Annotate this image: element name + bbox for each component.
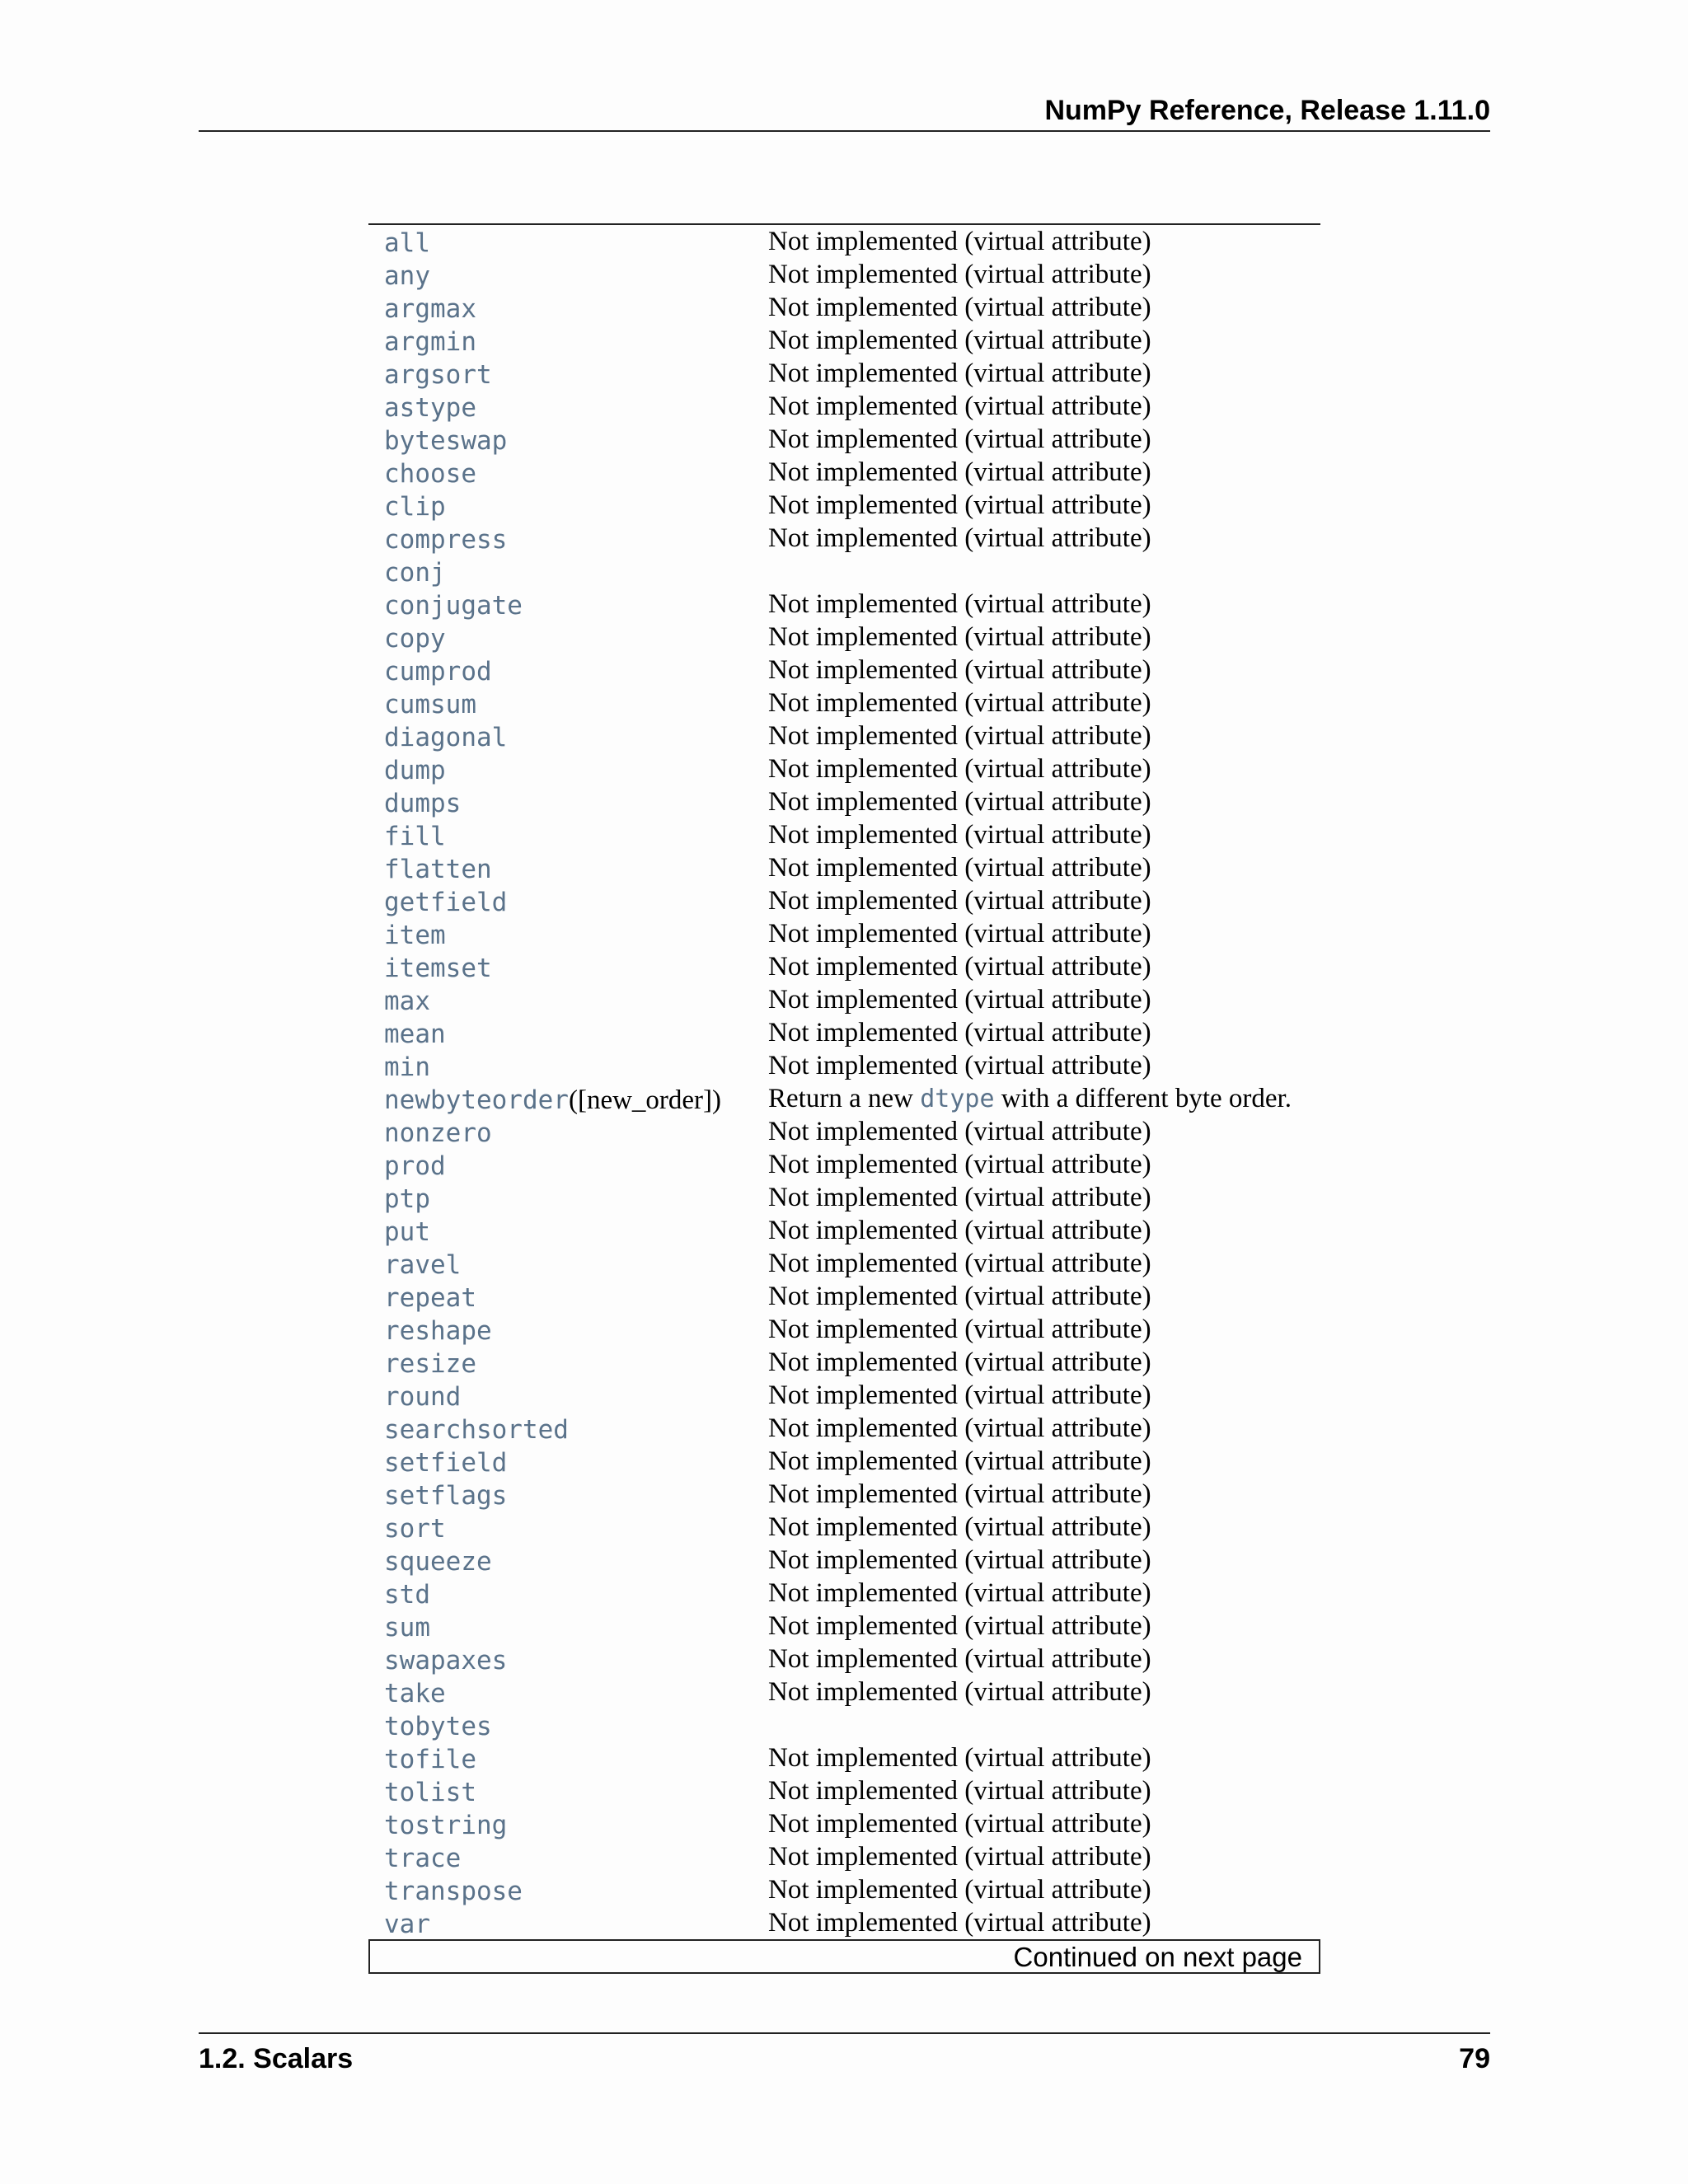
table-row xyxy=(368,1115,1320,1148)
method-name[interactable]: swapaxes xyxy=(384,1646,508,1675)
table-row xyxy=(368,785,1320,818)
method-name-link[interactable] xyxy=(384,1547,492,1577)
method-name[interactable]: itemset xyxy=(384,954,492,983)
table-row xyxy=(368,1610,1320,1643)
method-name-link[interactable] xyxy=(384,1349,476,1379)
table-row xyxy=(368,752,1320,785)
table-row xyxy=(368,1280,1320,1313)
method-description: Not implemented (virtual attribute) xyxy=(768,1908,1151,1938)
table-row xyxy=(368,1214,1320,1247)
method-name-link[interactable] xyxy=(384,624,446,654)
method-name-link[interactable] xyxy=(384,789,461,818)
method-name[interactable]: squeeze xyxy=(384,1547,492,1577)
table-row xyxy=(368,588,1320,621)
method-description: Not implemented (virtual attribute) xyxy=(768,1018,1151,1047)
method-name-link[interactable] xyxy=(384,690,476,719)
table-row xyxy=(368,1577,1320,1610)
method-name[interactable]: resize xyxy=(384,1349,476,1379)
method-params: ([new_order]) xyxy=(568,1085,722,1115)
method-name[interactable]: reshape xyxy=(384,1316,492,1346)
method-name[interactable]: take xyxy=(384,1679,446,1708)
method-description: Not implemented (virtual attribute) xyxy=(768,1578,1151,1608)
method-description: Not implemented (virtual attribute) xyxy=(768,359,1151,388)
table-row xyxy=(368,1741,1320,1774)
method-name[interactable]: dumps xyxy=(384,789,462,818)
table-row xyxy=(368,719,1320,752)
method-name-link[interactable] xyxy=(384,855,492,884)
method-description: Not implemented (virtual attribute) xyxy=(768,787,1151,817)
method-name-link[interactable] xyxy=(384,1613,430,1643)
method-description: Not implemented (virtual attribute) xyxy=(768,721,1151,751)
method-name-link[interactable] xyxy=(384,1316,492,1346)
method-description: Not implemented (virtual attribute) xyxy=(768,1315,1151,1344)
method-name-link[interactable] xyxy=(384,1481,507,1511)
method-name-link[interactable] xyxy=(384,1877,523,1906)
table-row xyxy=(368,225,1320,258)
method-description: Not implemented (virtual attribute) xyxy=(768,260,1151,289)
method-name-link[interactable] xyxy=(384,1514,446,1544)
method-name[interactable]: fill xyxy=(384,822,446,851)
page-header xyxy=(199,92,1490,132)
table-row xyxy=(368,950,1320,983)
method-name[interactable]: any xyxy=(384,261,430,291)
table-row xyxy=(368,291,1320,324)
method-name-link[interactable] xyxy=(384,261,430,291)
method-name[interactable]: copy xyxy=(384,624,446,654)
method-description: Not implemented (virtual attribute) xyxy=(768,227,1151,256)
method-name-link[interactable] xyxy=(384,294,476,324)
method-name[interactable]: setfield xyxy=(384,1448,508,1478)
method-description: Not implemented (virtual attribute) xyxy=(768,1282,1151,1311)
method-name[interactable]: item xyxy=(384,921,446,950)
method-description: Not implemented (virtual attribute) xyxy=(768,523,1151,553)
table-row xyxy=(368,489,1320,522)
description-text: Return a new xyxy=(768,1084,921,1113)
method-name[interactable]: sum xyxy=(384,1613,430,1643)
method-description: Not implemented (virtual attribute) xyxy=(768,853,1151,883)
method-name[interactable]: argsort xyxy=(384,360,492,390)
method-name[interactable]: compress xyxy=(384,525,508,555)
table-row xyxy=(368,1840,1320,1873)
table-row xyxy=(368,1082,1320,1115)
method-name-link[interactable] xyxy=(384,921,446,950)
method-name[interactable]: sort xyxy=(384,1514,446,1544)
description-text: with a different byte order. xyxy=(994,1084,1292,1113)
method-description: Not implemented (virtual attribute) xyxy=(768,1249,1151,1278)
table-row xyxy=(368,1379,1320,1412)
continued-box xyxy=(368,1939,1320,1974)
method-description: Not implemented (virtual attribute) xyxy=(768,919,1151,949)
method-name[interactable]: min xyxy=(384,1052,430,1082)
method-name-link[interactable] xyxy=(384,360,492,390)
method-description: Not implemented (virtual attribute) xyxy=(768,1842,1151,1872)
method-description: Not implemented (virtual attribute) xyxy=(768,1183,1151,1212)
method-name[interactable]: conjugate xyxy=(384,591,523,621)
method-name-link[interactable] xyxy=(384,558,446,588)
method-name-link[interactable] xyxy=(384,888,507,917)
method-description: Not implemented (virtual attribute) xyxy=(768,952,1151,982)
method-name-link[interactable] xyxy=(384,822,446,851)
method-description: Not implemented (virtual attribute) xyxy=(768,1150,1151,1179)
method-description: Not implemented (virtual attribute) xyxy=(768,490,1151,520)
table-row xyxy=(368,1807,1320,1840)
dtype-link[interactable]: dtype xyxy=(920,1085,995,1113)
method-name-link[interactable] xyxy=(384,1910,430,1939)
method-name-link[interactable] xyxy=(384,1679,446,1708)
table-row xyxy=(368,1412,1320,1445)
table-row xyxy=(368,357,1320,390)
table-row xyxy=(368,324,1320,357)
method-name[interactable]: trace xyxy=(384,1844,462,1873)
method-name-link[interactable] xyxy=(384,723,507,752)
method-description: Not implemented (virtual attribute) xyxy=(768,622,1151,652)
method-description: Not implemented (virtual attribute) xyxy=(768,1446,1151,1476)
method-name[interactable]: var xyxy=(384,1910,430,1939)
method-name[interactable]: newbyteorder xyxy=(384,1085,569,1115)
method-description xyxy=(768,1082,1292,1116)
table-row xyxy=(368,522,1320,555)
method-name[interactable]: getfield xyxy=(384,888,508,917)
table-row xyxy=(368,1049,1320,1082)
table-row xyxy=(368,687,1320,719)
table-row xyxy=(368,423,1320,456)
method-name-link[interactable] xyxy=(384,393,476,423)
method-name-link[interactable] xyxy=(384,1580,430,1610)
table-row xyxy=(368,654,1320,687)
method-name[interactable]: searchsorted xyxy=(384,1415,569,1445)
table-row xyxy=(368,851,1320,884)
method-name[interactable]: byteswap xyxy=(384,426,508,456)
table-row xyxy=(368,1313,1320,1346)
method-name[interactable]: astype xyxy=(384,393,476,423)
table-row xyxy=(368,1906,1320,1939)
method-name[interactable]: flatten xyxy=(384,855,492,884)
table-row xyxy=(368,1774,1320,1807)
method-name[interactable]: tolist xyxy=(384,1778,476,1807)
method-description: Not implemented (virtual attribute) xyxy=(768,1644,1151,1674)
method-name[interactable]: std xyxy=(384,1580,430,1610)
method-name-link[interactable] xyxy=(384,987,430,1016)
method-name[interactable]: cumprod xyxy=(384,657,492,687)
method-name-link[interactable] xyxy=(384,1052,430,1082)
method-description: Not implemented (virtual attribute) xyxy=(768,457,1151,487)
method-name-link[interactable] xyxy=(384,228,430,258)
method-description: Not implemented (virtual attribute) xyxy=(768,589,1151,619)
method-description: Not implemented (virtual attribute) xyxy=(768,1380,1151,1410)
table-row xyxy=(368,258,1320,291)
method-name[interactable]: round xyxy=(384,1382,462,1412)
method-name-link[interactable] xyxy=(384,1151,446,1181)
method-name[interactable]: diagonal xyxy=(384,723,508,752)
method-description: Not implemented (virtual attribute) xyxy=(768,1051,1151,1080)
table-row xyxy=(368,390,1320,423)
method-description: Not implemented (virtual attribute) xyxy=(768,1117,1151,1146)
method-name-link[interactable] xyxy=(384,591,523,621)
method-description: Not implemented (virtual attribute) xyxy=(768,1545,1151,1575)
method-name-link[interactable] xyxy=(384,756,446,785)
table-row xyxy=(368,1148,1320,1181)
method-name[interactable]: argmin xyxy=(384,327,476,357)
method-name-link[interactable] xyxy=(384,1811,507,1840)
table-row xyxy=(368,1643,1320,1675)
method-name-link[interactable] xyxy=(384,492,446,522)
method-description: Not implemented (virtual attribute) xyxy=(768,886,1151,916)
table-row xyxy=(368,1708,1320,1741)
method-name[interactable]: repeat xyxy=(384,1283,476,1313)
method-name[interactable]: tofile xyxy=(384,1745,476,1774)
table-row xyxy=(368,983,1320,1016)
footer-section: 1.2. Scalars xyxy=(199,2043,354,2074)
table-row xyxy=(368,1873,1320,1906)
table-row xyxy=(368,1478,1320,1511)
method-name-link[interactable] xyxy=(384,1118,492,1148)
method-description: Not implemented (virtual attribute) xyxy=(768,1809,1151,1839)
table-row xyxy=(368,621,1320,654)
method-name[interactable]: max xyxy=(384,987,430,1016)
method-name[interactable]: tobytes xyxy=(384,1712,492,1741)
table-row xyxy=(368,1445,1320,1478)
method-description: Not implemented (virtual attribute) xyxy=(768,1743,1151,1773)
table-row xyxy=(368,1544,1320,1577)
table-row xyxy=(368,1346,1320,1379)
method-name-link[interactable] xyxy=(384,1019,446,1049)
method-name[interactable]: ravel xyxy=(384,1250,462,1280)
method-description: Not implemented (virtual attribute) xyxy=(768,655,1151,685)
method-name-link[interactable] xyxy=(384,1085,721,1115)
table-row xyxy=(368,1511,1320,1544)
method-name[interactable]: tostring xyxy=(384,1811,508,1840)
table-row xyxy=(368,1016,1320,1049)
method-description: Not implemented (virtual attribute) xyxy=(768,1347,1151,1377)
table-row xyxy=(368,1181,1320,1214)
method-description: Not implemented (virtual attribute) xyxy=(768,985,1151,1015)
method-description: Not implemented (virtual attribute) xyxy=(768,326,1151,355)
header-title: NumPy Reference, Release 1.11.0 xyxy=(1044,95,1490,126)
method-name[interactable]: nonzero xyxy=(384,1118,492,1148)
method-name-link[interactable] xyxy=(384,954,492,983)
method-name-link[interactable] xyxy=(384,1646,507,1675)
method-name-link[interactable] xyxy=(384,1382,461,1412)
method-name[interactable]: choose xyxy=(384,459,476,489)
method-name-link[interactable] xyxy=(384,327,476,357)
method-description: Not implemented (virtual attribute) xyxy=(768,820,1151,850)
table-row xyxy=(368,1675,1320,1708)
method-name[interactable]: prod xyxy=(384,1151,446,1181)
method-name[interactable]: put xyxy=(384,1217,430,1247)
method-description: Not implemented (virtual attribute) xyxy=(768,1413,1151,1443)
method-name[interactable]: conj xyxy=(384,558,446,588)
method-name-link[interactable] xyxy=(384,1217,430,1247)
table-row xyxy=(368,1247,1320,1280)
method-name-link[interactable] xyxy=(384,1283,476,1313)
method-name-link[interactable] xyxy=(384,1712,492,1741)
method-name-link[interactable] xyxy=(384,1778,476,1807)
method-name-link[interactable] xyxy=(384,1415,569,1445)
method-description: Not implemented (virtual attribute) xyxy=(768,1216,1151,1245)
method-name[interactable]: clip xyxy=(384,492,446,522)
method-name-link[interactable] xyxy=(384,1448,507,1478)
method-name-link[interactable] xyxy=(384,459,476,489)
page-number: 79 xyxy=(1459,2043,1490,2074)
method-description: Not implemented (virtual attribute) xyxy=(768,1512,1151,1542)
method-name[interactable]: ptp xyxy=(384,1184,430,1214)
method-name[interactable]: mean xyxy=(384,1019,446,1049)
table-row xyxy=(368,555,1320,588)
page-footer xyxy=(199,2032,1490,2075)
table-row xyxy=(368,818,1320,851)
method-name[interactable]: argmax xyxy=(384,294,476,324)
method-description: Not implemented (virtual attribute) xyxy=(768,1776,1151,1806)
method-description: Not implemented (virtual attribute) xyxy=(768,1611,1151,1641)
method-name[interactable]: cumsum xyxy=(384,690,476,719)
method-description: Not implemented (virtual attribute) xyxy=(768,424,1151,454)
table-row xyxy=(368,456,1320,489)
method-description: Not implemented (virtual attribute) xyxy=(768,1677,1151,1707)
method-name-link[interactable] xyxy=(384,1250,461,1280)
method-table xyxy=(368,223,1320,1974)
continued-label: Continued on next page xyxy=(1013,1942,1302,1972)
table-row xyxy=(368,917,1320,950)
method-name[interactable]: setflags xyxy=(384,1481,508,1511)
method-description: Not implemented (virtual attribute) xyxy=(768,754,1151,784)
method-name[interactable]: dump xyxy=(384,756,446,785)
method-name-link[interactable] xyxy=(384,1745,476,1774)
method-description: Not implemented (virtual attribute) xyxy=(768,688,1151,718)
table-row xyxy=(368,884,1320,917)
method-name-link[interactable] xyxy=(384,657,492,687)
method-name-link[interactable] xyxy=(384,426,507,456)
method-name-link[interactable] xyxy=(384,525,507,555)
method-description: Not implemented (virtual attribute) xyxy=(768,1875,1151,1905)
method-name[interactable]: all xyxy=(384,228,430,258)
method-name-link[interactable] xyxy=(384,1184,430,1214)
method-description: Not implemented (virtual attribute) xyxy=(768,1479,1151,1509)
method-description: Not implemented (virtual attribute) xyxy=(768,293,1151,322)
method-name-link[interactable] xyxy=(384,1844,461,1873)
method-name[interactable]: transpose xyxy=(384,1877,523,1906)
method-description: Not implemented (virtual attribute) xyxy=(768,391,1151,421)
